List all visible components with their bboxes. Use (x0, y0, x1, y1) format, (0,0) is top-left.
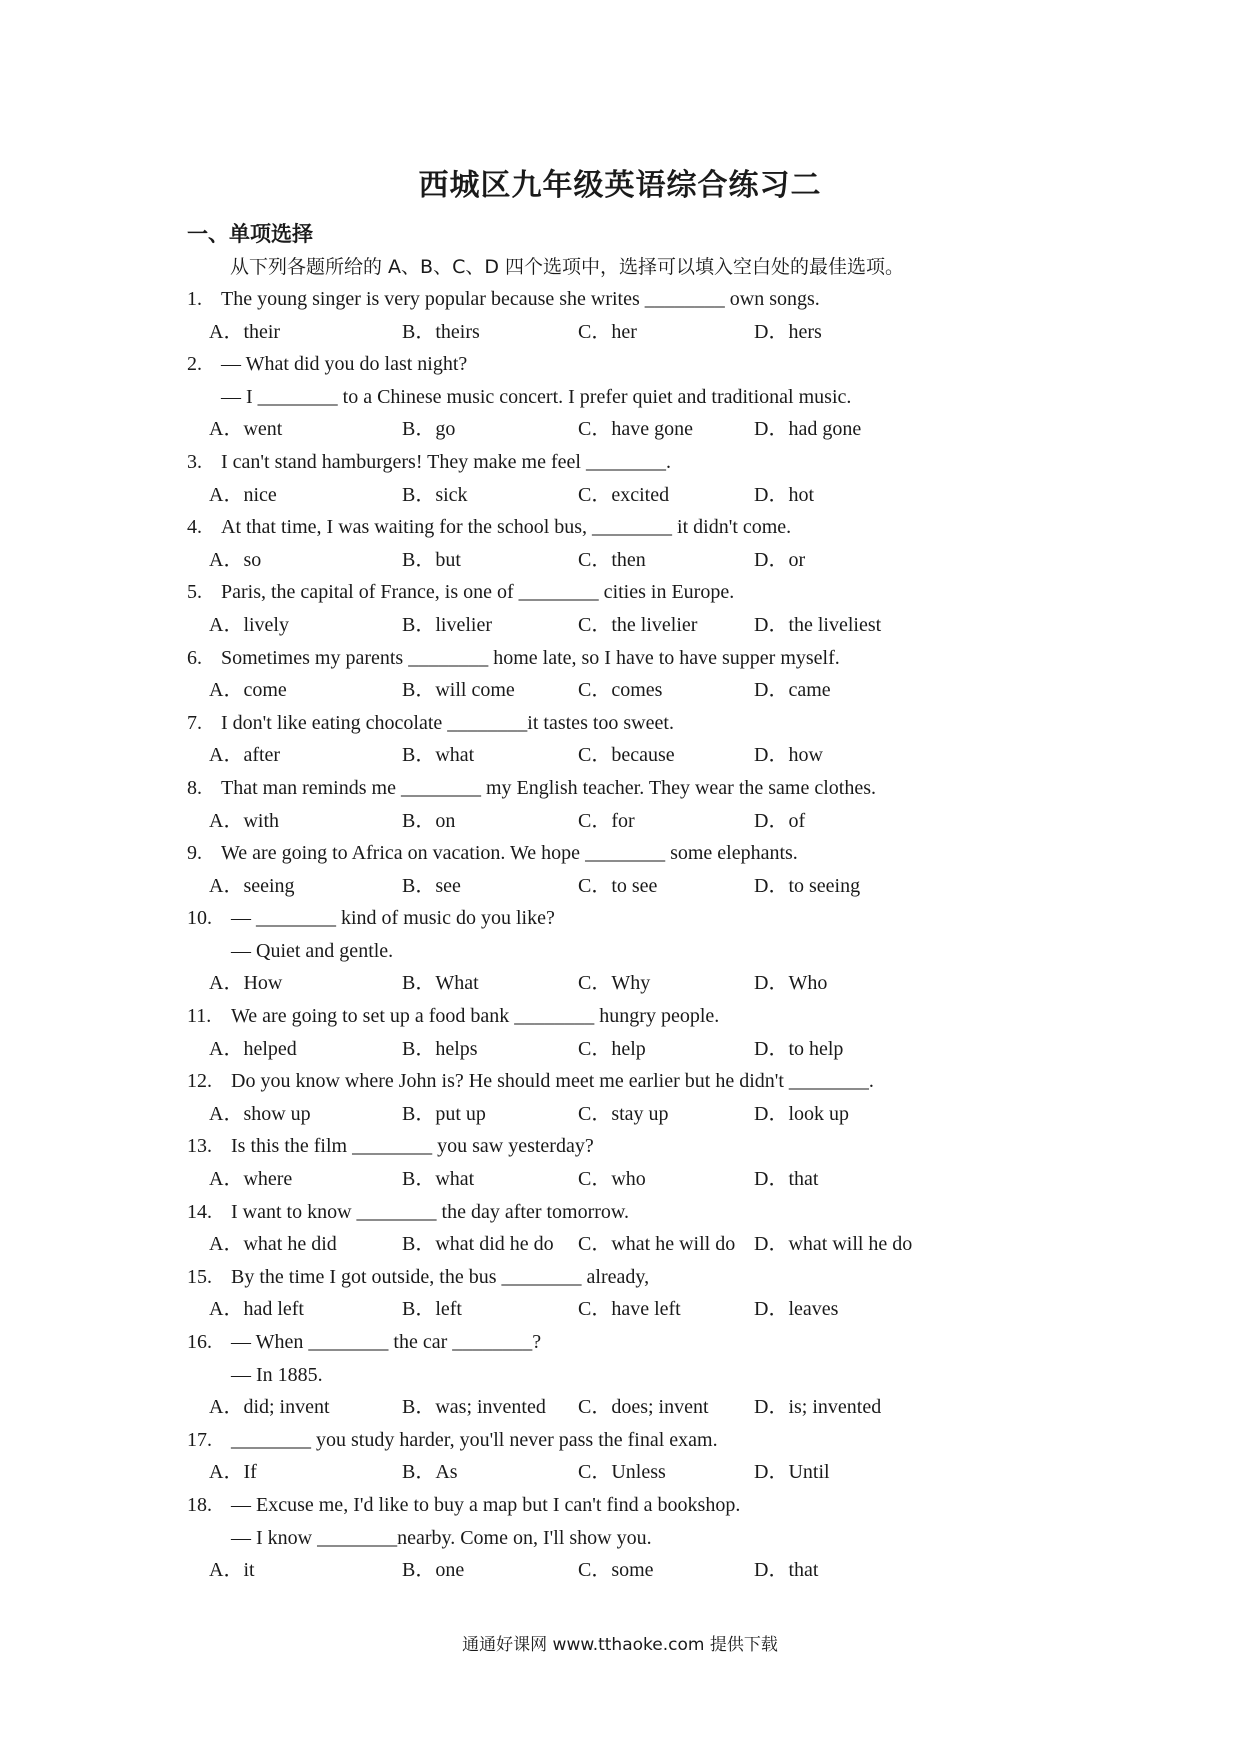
answer-option-c[interactable]: C．because (578, 744, 675, 767)
answer-option-b[interactable]: B．see (402, 874, 461, 897)
answer-option-d[interactable]: D．to seeing (754, 874, 861, 897)
answer-option-c[interactable]: C．have gone (578, 418, 693, 441)
question-stem (187, 576, 1067, 609)
question-number: 11. (187, 1005, 212, 1028)
answer-option-a[interactable]: A．so (209, 548, 262, 571)
answer-options (187, 1033, 1067, 1066)
answer-option-a[interactable]: A．nice (209, 483, 277, 506)
question-item (187, 837, 1067, 902)
answer-options (187, 1554, 1067, 1587)
question-text: That man reminds me ________ my English teacher. They wear the same clothes. (221, 776, 877, 799)
answer-option-b[interactable]: B．put up (402, 1102, 486, 1125)
answer-option-d[interactable]: D．leaves (754, 1298, 839, 1321)
question-text: The young singer is very popular because she writes ________ own songs. (221, 288, 820, 310)
answer-options (187, 674, 1067, 707)
answer-options (187, 1098, 1067, 1131)
question-text: By the time I got outside, the bus ________ already, (231, 1265, 650, 1288)
answer-option-d[interactable]: D．the liveliest (754, 613, 882, 636)
question-stem (187, 446, 1067, 479)
answer-option-c[interactable]: C．Unless (578, 1461, 666, 1484)
answer-option-d[interactable]: D．is; invented (754, 1396, 882, 1419)
question-stem (187, 902, 1067, 935)
answer-option-a[interactable]: A．helped (209, 1037, 297, 1060)
question-item (187, 1326, 1067, 1424)
question-item (187, 902, 1067, 1000)
question-item (187, 1424, 1067, 1489)
answer-option-b[interactable]: B．what did he do (402, 1233, 554, 1256)
answer-option-c[interactable]: C．have left (578, 1298, 681, 1321)
question-number: 4. (187, 516, 202, 539)
answer-option-d[interactable]: D．what will he do (754, 1233, 913, 1256)
answer-options (187, 316, 1067, 349)
answer-option-a[interactable]: A．did; invent (209, 1396, 330, 1419)
answer-option-c[interactable]: C．does; invent (578, 1396, 709, 1419)
answer-option-a[interactable]: A．show up (209, 1102, 311, 1125)
question-number: 10. (187, 907, 212, 930)
answer-option-a[interactable]: A．after (209, 744, 281, 767)
answer-option-b[interactable]: B．What (402, 972, 479, 995)
answer-option-d[interactable]: D．or (754, 548, 806, 571)
question-item (187, 283, 1067, 348)
answer-option-b[interactable]: B．but (402, 548, 461, 571)
answer-option-a[interactable]: A．If (209, 1461, 257, 1484)
answer-options (187, 967, 1067, 1000)
answer-option-c[interactable]: C．for (578, 809, 635, 832)
question-text: — Excuse me, I'd like to buy a map but I can't find a bookshop. (231, 1493, 741, 1516)
answer-option-b[interactable]: B．go (402, 418, 456, 441)
question-item (187, 1000, 1067, 1065)
answer-option-a[interactable]: A．their (209, 320, 281, 343)
question-text: — When ________ the car ________? (231, 1331, 542, 1353)
question-stem (187, 1196, 1067, 1229)
answer-option-d[interactable]: D．of (754, 809, 806, 832)
answer-options (187, 739, 1067, 772)
question-text: — In 1885. (231, 1363, 323, 1386)
answer-option-d[interactable]: D．hot (754, 483, 814, 506)
answer-option-d[interactable]: D．that (754, 1559, 819, 1582)
answer-option-c[interactable]: C．help (578, 1037, 646, 1060)
question-list (187, 283, 1067, 1587)
question-text: I can't stand hamburgers! They make me feel ________. (221, 450, 671, 473)
question-stem (187, 772, 1067, 805)
answer-option-b[interactable]: B．what (402, 744, 475, 767)
answer-options (187, 1163, 1067, 1196)
question-number: 2. (187, 353, 202, 376)
question-item (187, 348, 1067, 446)
question-text: — What did you do last night? (221, 353, 468, 376)
answer-option-b[interactable]: B．livelier (402, 613, 492, 636)
question-item (187, 707, 1067, 772)
answer-option-d[interactable]: D．how (754, 744, 823, 767)
answer-option-c[interactable]: C．stay up (578, 1102, 669, 1125)
answer-option-c[interactable]: C．some (578, 1559, 654, 1582)
answer-option-c[interactable]: C．Why (578, 972, 651, 995)
answer-options (187, 1228, 1067, 1261)
question-stem (187, 707, 1067, 740)
question-text: Do you know where John is? He should meet me earlier but he didn't ________. (231, 1070, 874, 1093)
question-item (187, 576, 1067, 641)
answer-option-c[interactable]: C．then (578, 548, 646, 571)
answer-option-c[interactable]: C．who (578, 1168, 646, 1191)
answer-option-c[interactable]: C．her (578, 320, 637, 343)
answer-options (187, 544, 1067, 577)
question-text: — I ________ to a Chinese music concert. I prefer quiet and traditional music. (221, 385, 852, 408)
answer-option-b[interactable]: B．left (402, 1298, 462, 1321)
question-number: 17. (187, 1428, 212, 1451)
answer-option-c[interactable]: C．the livelier (578, 613, 698, 636)
answer-option-a[interactable]: A．had left (209, 1298, 304, 1321)
question-stem-continued (187, 381, 1067, 414)
question-item (187, 1196, 1067, 1261)
question-text: We are going to Africa on vacation. We hope ________ some elephants. (221, 842, 798, 865)
answer-option-d[interactable]: D．to help (754, 1037, 844, 1060)
answer-option-b[interactable]: B．theirs (402, 320, 480, 343)
question-item (187, 772, 1067, 837)
answer-option-c[interactable]: C．comes (578, 679, 663, 702)
question-number: 15. (187, 1265, 212, 1288)
question-stem (187, 348, 1067, 381)
question-stem-continued (187, 1522, 1067, 1555)
answer-options (187, 870, 1067, 903)
question-text: I don't like eating chocolate ________it tastes too sweet. (221, 711, 674, 734)
answer-option-c[interactable]: C．to see (578, 874, 658, 897)
answer-option-d[interactable]: D．Who (754, 972, 828, 995)
answer-option-a[interactable]: A．where (209, 1168, 293, 1191)
answer-option-d[interactable]: D．that (754, 1168, 819, 1191)
question-number: 3. (187, 450, 202, 473)
answer-option-b[interactable]: B．helps (402, 1037, 478, 1060)
answer-option-a[interactable]: A．with (209, 809, 279, 832)
question-stem (187, 1489, 1067, 1522)
answer-options (187, 413, 1067, 446)
answer-option-d[interactable]: D．look up (754, 1102, 849, 1125)
question-number: 18. (187, 1493, 212, 1516)
question-stem (187, 1065, 1067, 1098)
question-stem (187, 1261, 1067, 1294)
question-stem (187, 1424, 1067, 1457)
page-title: 西城区九年级英语综合练习二 (418, 168, 822, 203)
question-text: Paris, the capital of France, is one of ________ cities in Europe. (221, 581, 735, 604)
question-text: — Quiet and gentle. (231, 939, 394, 962)
question-item (187, 1261, 1067, 1326)
question-item (187, 511, 1067, 576)
question-item (187, 1130, 1067, 1195)
question-text: At that time, I was waiting for the school bus, ________ it didn't come. (221, 516, 792, 539)
question-stem-continued (187, 935, 1067, 968)
answer-option-b[interactable]: B．on (402, 809, 456, 832)
question-text: I want to know ________ the day after tomorrow. (231, 1200, 630, 1223)
question-text: ________ you study harder, you'll never pass the final exam. (231, 1428, 718, 1451)
answer-option-a[interactable]: A．it (209, 1559, 255, 1582)
answer-option-d[interactable]: D．came (754, 679, 831, 702)
question-stem (187, 1000, 1067, 1033)
answer-option-b[interactable]: B．will come (402, 679, 515, 702)
footer-text: 通通好课网 www.tthaoke.com 提供下载 (462, 1635, 778, 1655)
question-stem (187, 1130, 1067, 1163)
answer-option-a[interactable]: A．seeing (209, 874, 295, 897)
question-number: 16. (187, 1331, 212, 1353)
question-number: 7. (187, 711, 202, 734)
answer-option-d[interactable]: D．had gone (754, 418, 862, 441)
question-number: 6. (187, 646, 202, 669)
instruction-text: 从下列各题所给的 A、B、C、D 四个选项中，选择可以填入空白处的最佳选项。 (230, 256, 905, 278)
answer-option-c[interactable]: C．excited (578, 483, 670, 506)
question-number: 9. (187, 842, 202, 865)
answer-options (187, 1391, 1067, 1424)
answer-option-a[interactable]: A．come (209, 679, 287, 702)
question-number: 12. (187, 1070, 212, 1093)
answer-option-d[interactable]: D．Until (754, 1461, 830, 1484)
question-number: 1. (187, 288, 202, 310)
answer-options (187, 1293, 1067, 1326)
question-item (187, 446, 1067, 511)
answer-options (187, 479, 1067, 512)
answer-option-b[interactable]: B．As (402, 1461, 458, 1484)
question-stem (187, 283, 1067, 316)
section-heading: 一、单项选择 (187, 222, 313, 246)
question-stem (187, 511, 1067, 544)
answer-option-a[interactable]: A．lively (209, 613, 289, 636)
question-item (187, 1489, 1067, 1587)
question-item (187, 642, 1067, 707)
question-text: — I know ________nearby. Come on, I'll show you. (231, 1526, 652, 1549)
answer-option-a[interactable]: A．went (209, 418, 283, 441)
question-number: 13. (187, 1135, 212, 1158)
question-text: Sometimes my parents ________ home late, so I have to have supper myself. (221, 646, 840, 669)
answer-options (187, 1456, 1067, 1489)
question-number: 5. (187, 581, 202, 604)
question-text: We are going to set up a food bank ________ hungry people. (231, 1005, 720, 1028)
answer-options (187, 805, 1067, 838)
answer-option-d[interactable]: D．hers (754, 320, 822, 343)
question-stem (187, 837, 1067, 870)
answer-option-a[interactable]: A．what he did (209, 1233, 337, 1256)
question-text: Is this the film ________ you saw yesterday? (231, 1135, 594, 1158)
question-stem (187, 1326, 1067, 1359)
answer-option-b[interactable]: B．sick (402, 483, 468, 506)
question-text: — ________ kind of music do you like? (231, 907, 555, 930)
question-stem (187, 642, 1067, 675)
answer-option-b[interactable]: B．one (402, 1559, 465, 1582)
question-stem-continued (187, 1359, 1067, 1392)
question-number: 8. (187, 776, 202, 799)
question-item (187, 1065, 1067, 1130)
answer-options (187, 609, 1067, 642)
question-number: 14. (187, 1200, 212, 1223)
answer-option-b[interactable]: B．what (402, 1168, 475, 1191)
answer-option-c[interactable]: C．what he will do (578, 1233, 736, 1256)
answer-option-a[interactable]: A．How (209, 972, 283, 995)
answer-option-b[interactable]: B．was; invented (402, 1396, 546, 1419)
